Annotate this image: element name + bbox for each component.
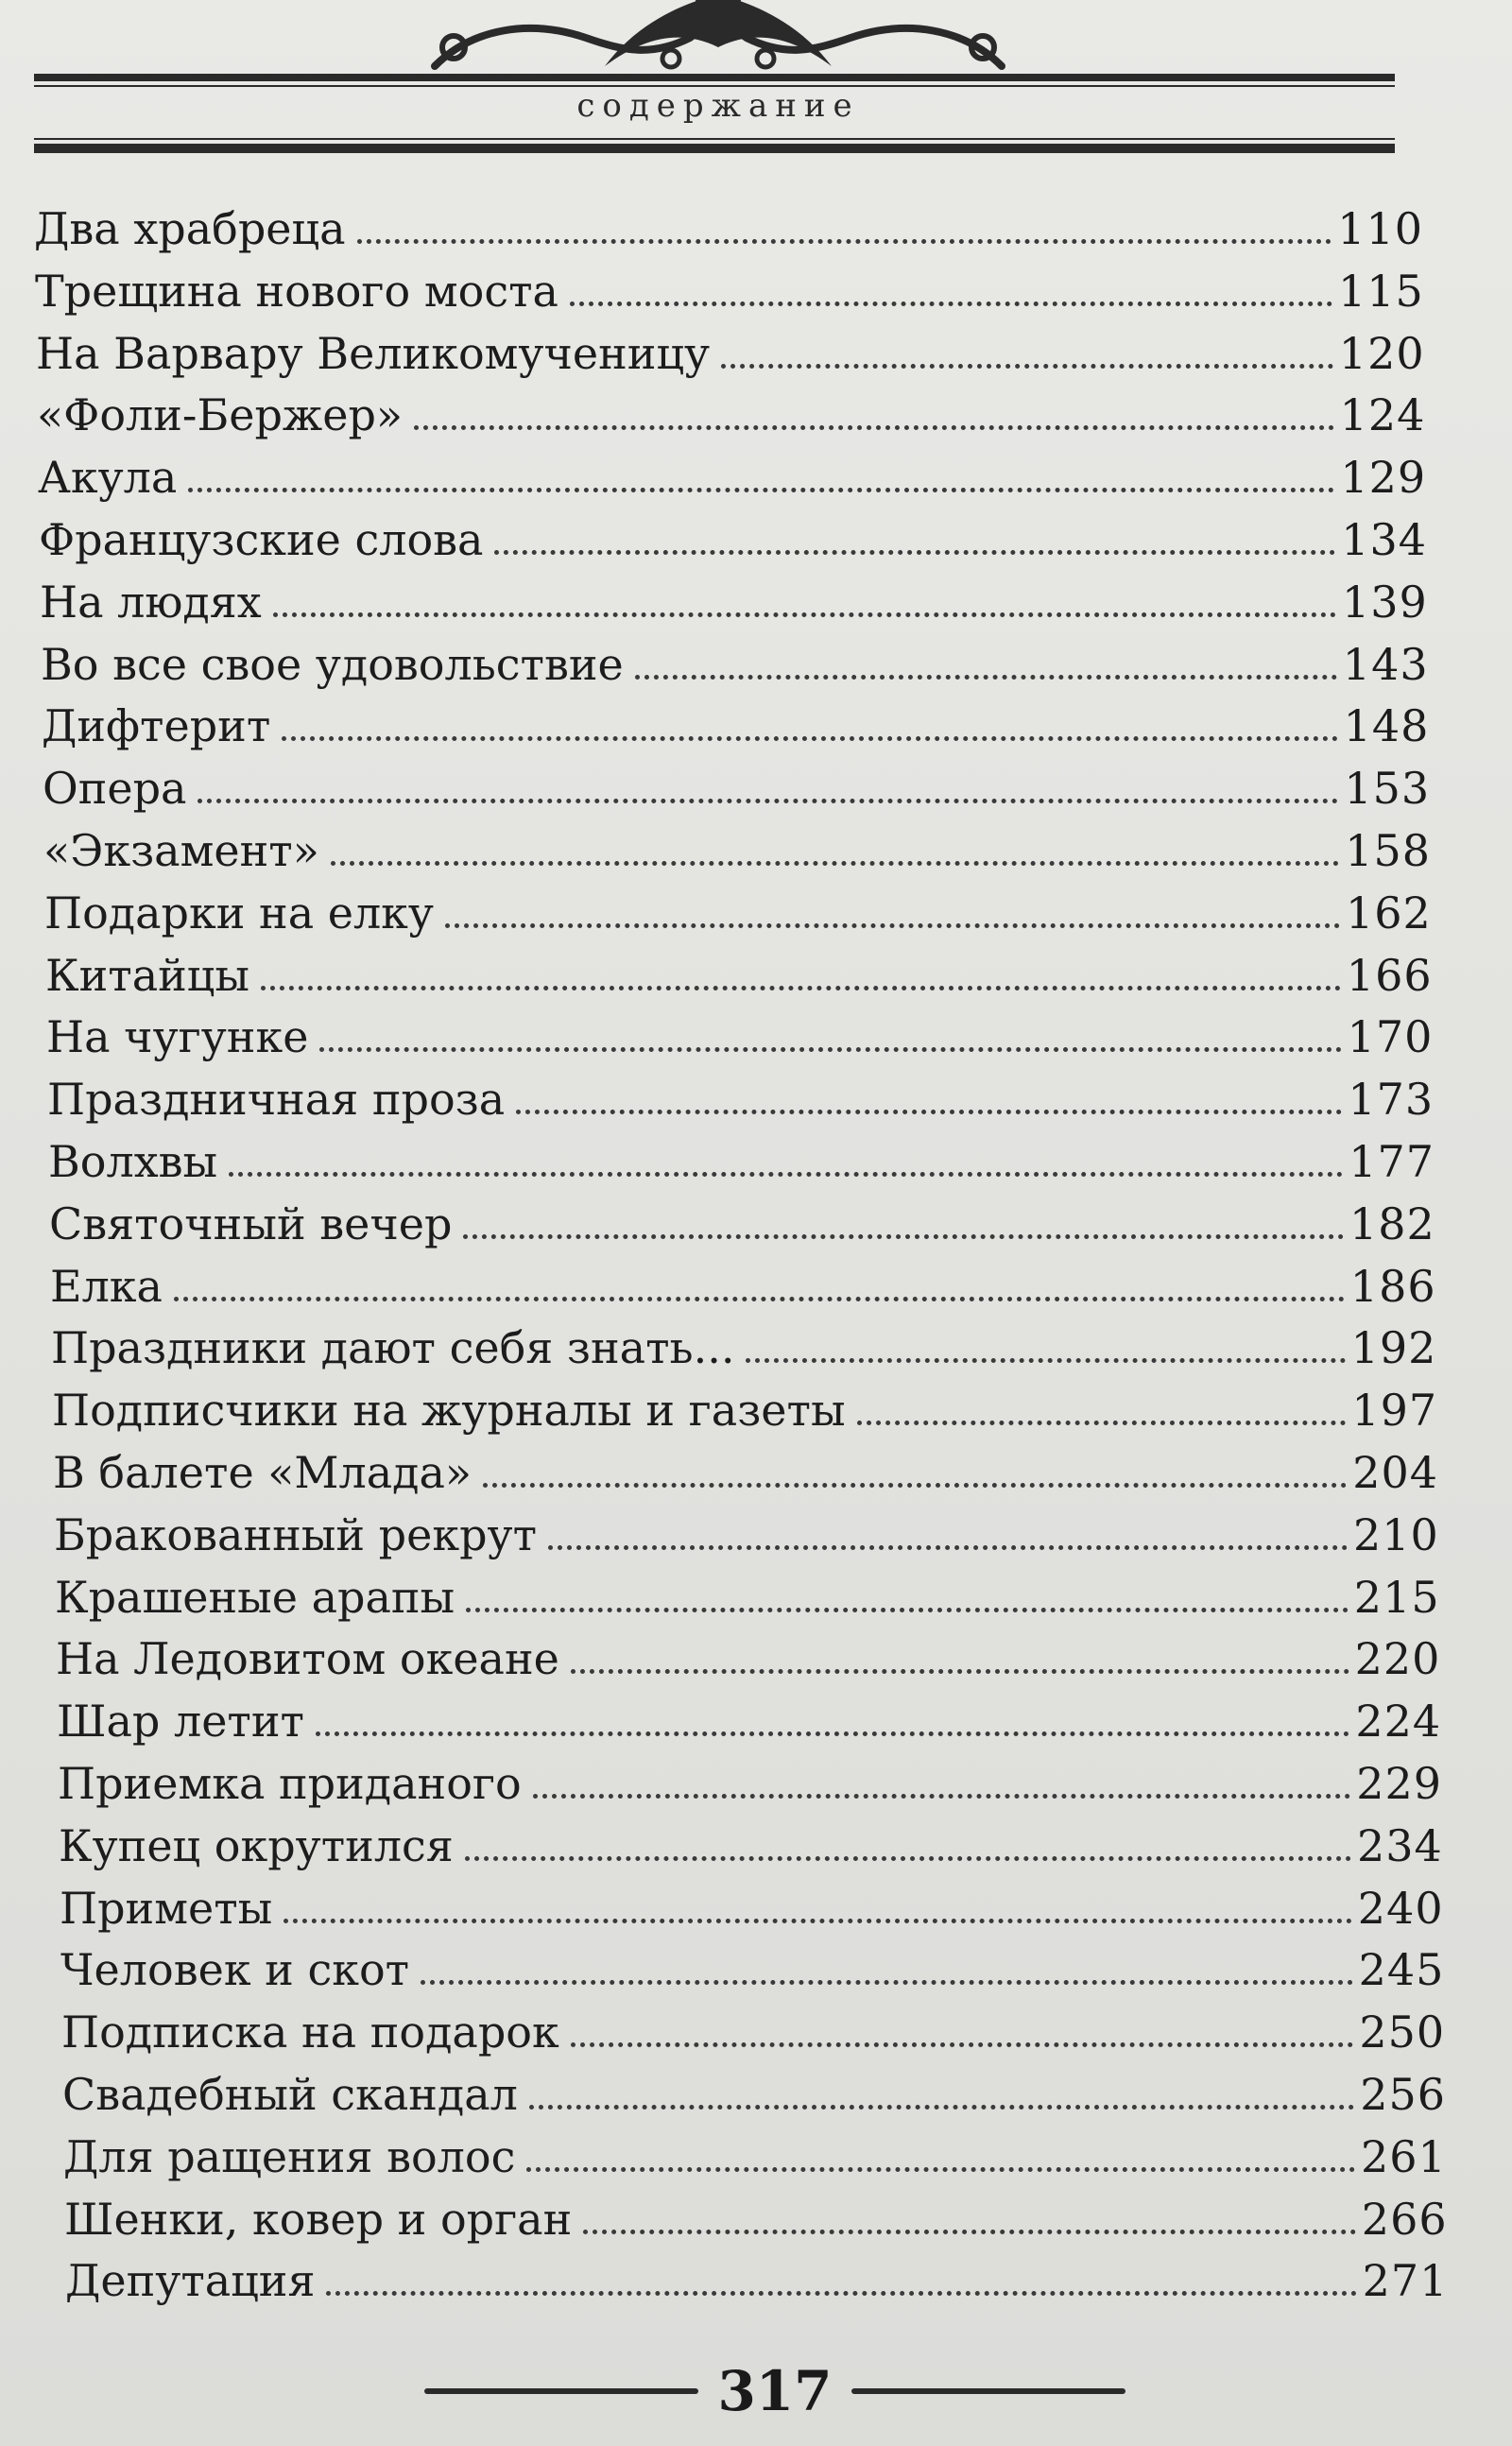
- header-rule-thick: [34, 144, 1395, 153]
- page-footer: [397, 2358, 1153, 2424]
- toc-entry: [34, 1007, 1452, 1069]
- toc-entry: [34, 758, 1452, 820]
- toc-entry-title: Человек и скот: [60, 1944, 410, 1996]
- toc-entry-title: Трещина нового моста: [35, 265, 558, 317]
- toc-entry: [34, 1816, 1452, 1878]
- toc-entry: [34, 1442, 1452, 1505]
- toc-entry: [34, 1567, 1452, 1629]
- toc-entry-page: 186: [1349, 1260, 1436, 1312]
- toc-entry-title: Елка: [50, 1260, 163, 1312]
- toc-entry-page: 234: [1357, 1819, 1443, 1871]
- toc-dot-leader: [465, 1856, 1351, 1861]
- toc-entry-title: «Фоли-Бержер»: [37, 389, 404, 441]
- toc-entry-page: 197: [1351, 1385, 1438, 1437]
- toc-entry-title: Французские слова: [39, 513, 484, 565]
- toc-entry: [34, 2064, 1452, 2127]
- toc-dot-leader: [516, 1110, 1342, 1114]
- header-rule-thin: [34, 138, 1395, 140]
- toc-dot-leader: [229, 1172, 1343, 1177]
- toc-entry: [34, 1878, 1452, 1940]
- toc-entry: [34, 1131, 1452, 1194]
- footer-rule-right: [851, 2388, 1125, 2394]
- toc-entry-page: 124: [1339, 389, 1426, 441]
- page-number: 317: [717, 2359, 833, 2423]
- toc-entry-title: Акула: [38, 452, 178, 504]
- toc-entry-page: 250: [1359, 2007, 1446, 2058]
- toc-entry-page: 266: [1361, 2193, 1448, 2245]
- toc-entry-title: Приметы: [60, 1882, 273, 1934]
- toc-entry-title: Депутация: [65, 2255, 316, 2307]
- toc-entry-page: 215: [1353, 1571, 1440, 1623]
- toc-dot-leader: [635, 675, 1337, 680]
- toc-entry-page: 148: [1343, 700, 1430, 752]
- toc-entry-title: Во все свое удовольствие: [41, 638, 624, 690]
- toc-dot-leader: [414, 425, 1334, 430]
- toc-dot-leader: [331, 861, 1339, 866]
- toc-dot-leader: [570, 301, 1332, 306]
- toc-entry-page: 224: [1355, 1696, 1442, 1748]
- toc-entry: [34, 323, 1452, 386]
- toc-entry-page: 182: [1349, 1197, 1435, 1249]
- toc-entry: [34, 2250, 1452, 2313]
- toc-dot-leader: [583, 2230, 1356, 2234]
- toc-entry: [34, 883, 1452, 945]
- toc-entry-title: На Ледовитом океане: [56, 1633, 559, 1685]
- toc-entry-page: 229: [1356, 1757, 1442, 1809]
- toc-entry-page: 261: [1361, 2130, 1447, 2182]
- toc-dot-leader: [526, 2167, 1355, 2172]
- toc-dot-leader: [357, 239, 1332, 244]
- toc-entry: [34, 509, 1452, 572]
- toc-entry-title: Китайцы: [45, 949, 249, 1001]
- toc-dot-leader: [284, 1919, 1352, 1923]
- toc-entry-page: 143: [1342, 638, 1429, 690]
- toc-dot-leader: [571, 1669, 1349, 1674]
- toc-entry: [34, 1318, 1452, 1380]
- toc-dot-leader: [746, 1358, 1345, 1363]
- toc-entry-title: Приемка приданого: [58, 1757, 522, 1809]
- toc-entry: [34, 1505, 1452, 1567]
- toc-dot-leader: [466, 1608, 1349, 1612]
- footer-rule-left: [424, 2388, 698, 2394]
- toc-dot-leader: [529, 2105, 1354, 2110]
- toc-dot-leader: [548, 1545, 1348, 1550]
- toc-dot-leader: [261, 986, 1341, 990]
- toc-entry: [34, 1939, 1452, 2002]
- toc-entry: [34, 2127, 1452, 2189]
- toc-entry: [34, 1380, 1452, 1442]
- toc-entry-title: Шенки, ковер и орган: [64, 2193, 573, 2245]
- toc-dot-leader: [721, 364, 1333, 369]
- toc-entry-title: Свадебный скандал: [62, 2068, 518, 2120]
- toc-entry-page: 210: [1353, 1508, 1439, 1560]
- toc-entry: [34, 447, 1452, 509]
- toc-entry-title: «Экзамент»: [43, 824, 319, 876]
- toc-entry-page: 173: [1348, 1074, 1435, 1126]
- toc-entry: [34, 634, 1452, 697]
- toc-entry-page: 271: [1362, 2255, 1449, 2307]
- toc-dot-leader: [316, 1731, 1349, 1736]
- toc-entry-title: Подписка на подарок: [61, 2007, 559, 2058]
- toc-entry-page: 170: [1347, 1011, 1434, 1063]
- toc-entry: [34, 1069, 1452, 1131]
- toc-entry-page: 134: [1341, 513, 1427, 565]
- toc-entry: [34, 572, 1452, 634]
- toc-entry: [34, 385, 1452, 447]
- top-rule-thick: [34, 74, 1395, 81]
- toc-entry-page: 166: [1346, 949, 1433, 1001]
- toc-dot-leader: [445, 923, 1340, 928]
- toc-dot-leader: [319, 1047, 1341, 1052]
- table-of-contents: [34, 198, 1452, 2313]
- toc-dot-leader: [282, 736, 1337, 741]
- toc-entry-title: Святочный вечер: [49, 1197, 453, 1249]
- toc-entry: [34, 696, 1452, 758]
- toc-entry-page: 240: [1357, 1882, 1444, 1934]
- toc-entry-page: 115: [1338, 265, 1424, 317]
- toc-entry-page: 153: [1344, 763, 1431, 815]
- toc-entry-page: 220: [1354, 1633, 1441, 1685]
- toc-entry: [34, 1194, 1452, 1256]
- toc-entry-page: 256: [1360, 2068, 1446, 2120]
- toc-entry-title: Праздники дают себя знать...: [51, 1322, 735, 1374]
- toc-entry: [34, 2189, 1452, 2251]
- toc-entry-title: На чугунке: [46, 1011, 309, 1063]
- toc-entry-page: 110: [1337, 203, 1423, 254]
- toc-entry-page: 245: [1358, 1944, 1445, 1996]
- toc-entry-title: В балете «Млада»: [53, 1446, 472, 1498]
- toc-entry-page: 120: [1338, 327, 1425, 379]
- toc-entry-title: На людях: [40, 576, 262, 628]
- toc-entry-title: Опера: [43, 763, 187, 815]
- toc-entry: [34, 1256, 1452, 1318]
- toc-entry-title: Для ращения волос: [63, 2130, 516, 2182]
- toc-dot-leader: [571, 2042, 1354, 2047]
- toc-entry-title: Купец окрутился: [59, 1819, 454, 1871]
- toc-entry-title: Бракованный рекрут: [54, 1508, 538, 1560]
- toc-entry-title: Шар летит: [57, 1696, 304, 1748]
- toc-entry-page: 162: [1346, 887, 1432, 939]
- toc-entry-title: Подписчики на журналы и газеты: [52, 1385, 846, 1437]
- toc-entry: [34, 2002, 1452, 2064]
- toc-entry: [34, 198, 1452, 261]
- toc-dot-leader: [533, 1794, 1351, 1799]
- toc-dot-leader: [494, 550, 1335, 555]
- toc-entry-title: Волхвы: [48, 1135, 218, 1187]
- toc-entry: [34, 820, 1452, 883]
- toc-dot-leader: [198, 799, 1338, 803]
- toc-entry-page: 204: [1352, 1446, 1438, 1498]
- toc-entry-page: 129: [1340, 452, 1427, 504]
- toc-entry: [34, 1691, 1452, 1753]
- toc-dot-leader: [463, 1234, 1344, 1239]
- toc-entry: [34, 945, 1452, 1008]
- toc-dot-leader: [188, 488, 1334, 492]
- toc-entry-title: Крашеные арапы: [55, 1571, 455, 1623]
- toc-entry-title: Дифтерит: [42, 700, 271, 752]
- toc-dot-leader: [483, 1483, 1347, 1488]
- toc-entry: [34, 1753, 1452, 1816]
- toc-entry-title: Праздничная проза: [47, 1074, 506, 1126]
- toc-entry-page: 192: [1350, 1322, 1437, 1374]
- toc-dot-leader: [174, 1297, 1345, 1301]
- toc-entry-page: 139: [1342, 576, 1428, 628]
- toc-entry: [34, 1628, 1452, 1691]
- toc-entry-title: Два храбреца: [34, 203, 346, 254]
- toc-dot-leader: [273, 612, 1336, 617]
- toc-entry: [34, 261, 1452, 323]
- toc-entry-title: Подарки на елку: [44, 887, 435, 939]
- toc-dot-leader: [421, 1980, 1352, 1985]
- toc-entry-title: На Варвару Великомученицу: [36, 327, 711, 379]
- section-title: содержание: [576, 87, 860, 125]
- toc-dot-leader: [326, 2291, 1356, 2296]
- toc-entry-page: 158: [1345, 824, 1431, 876]
- toc-dot-leader: [857, 1421, 1347, 1425]
- toc-entry-page: 177: [1349, 1135, 1435, 1187]
